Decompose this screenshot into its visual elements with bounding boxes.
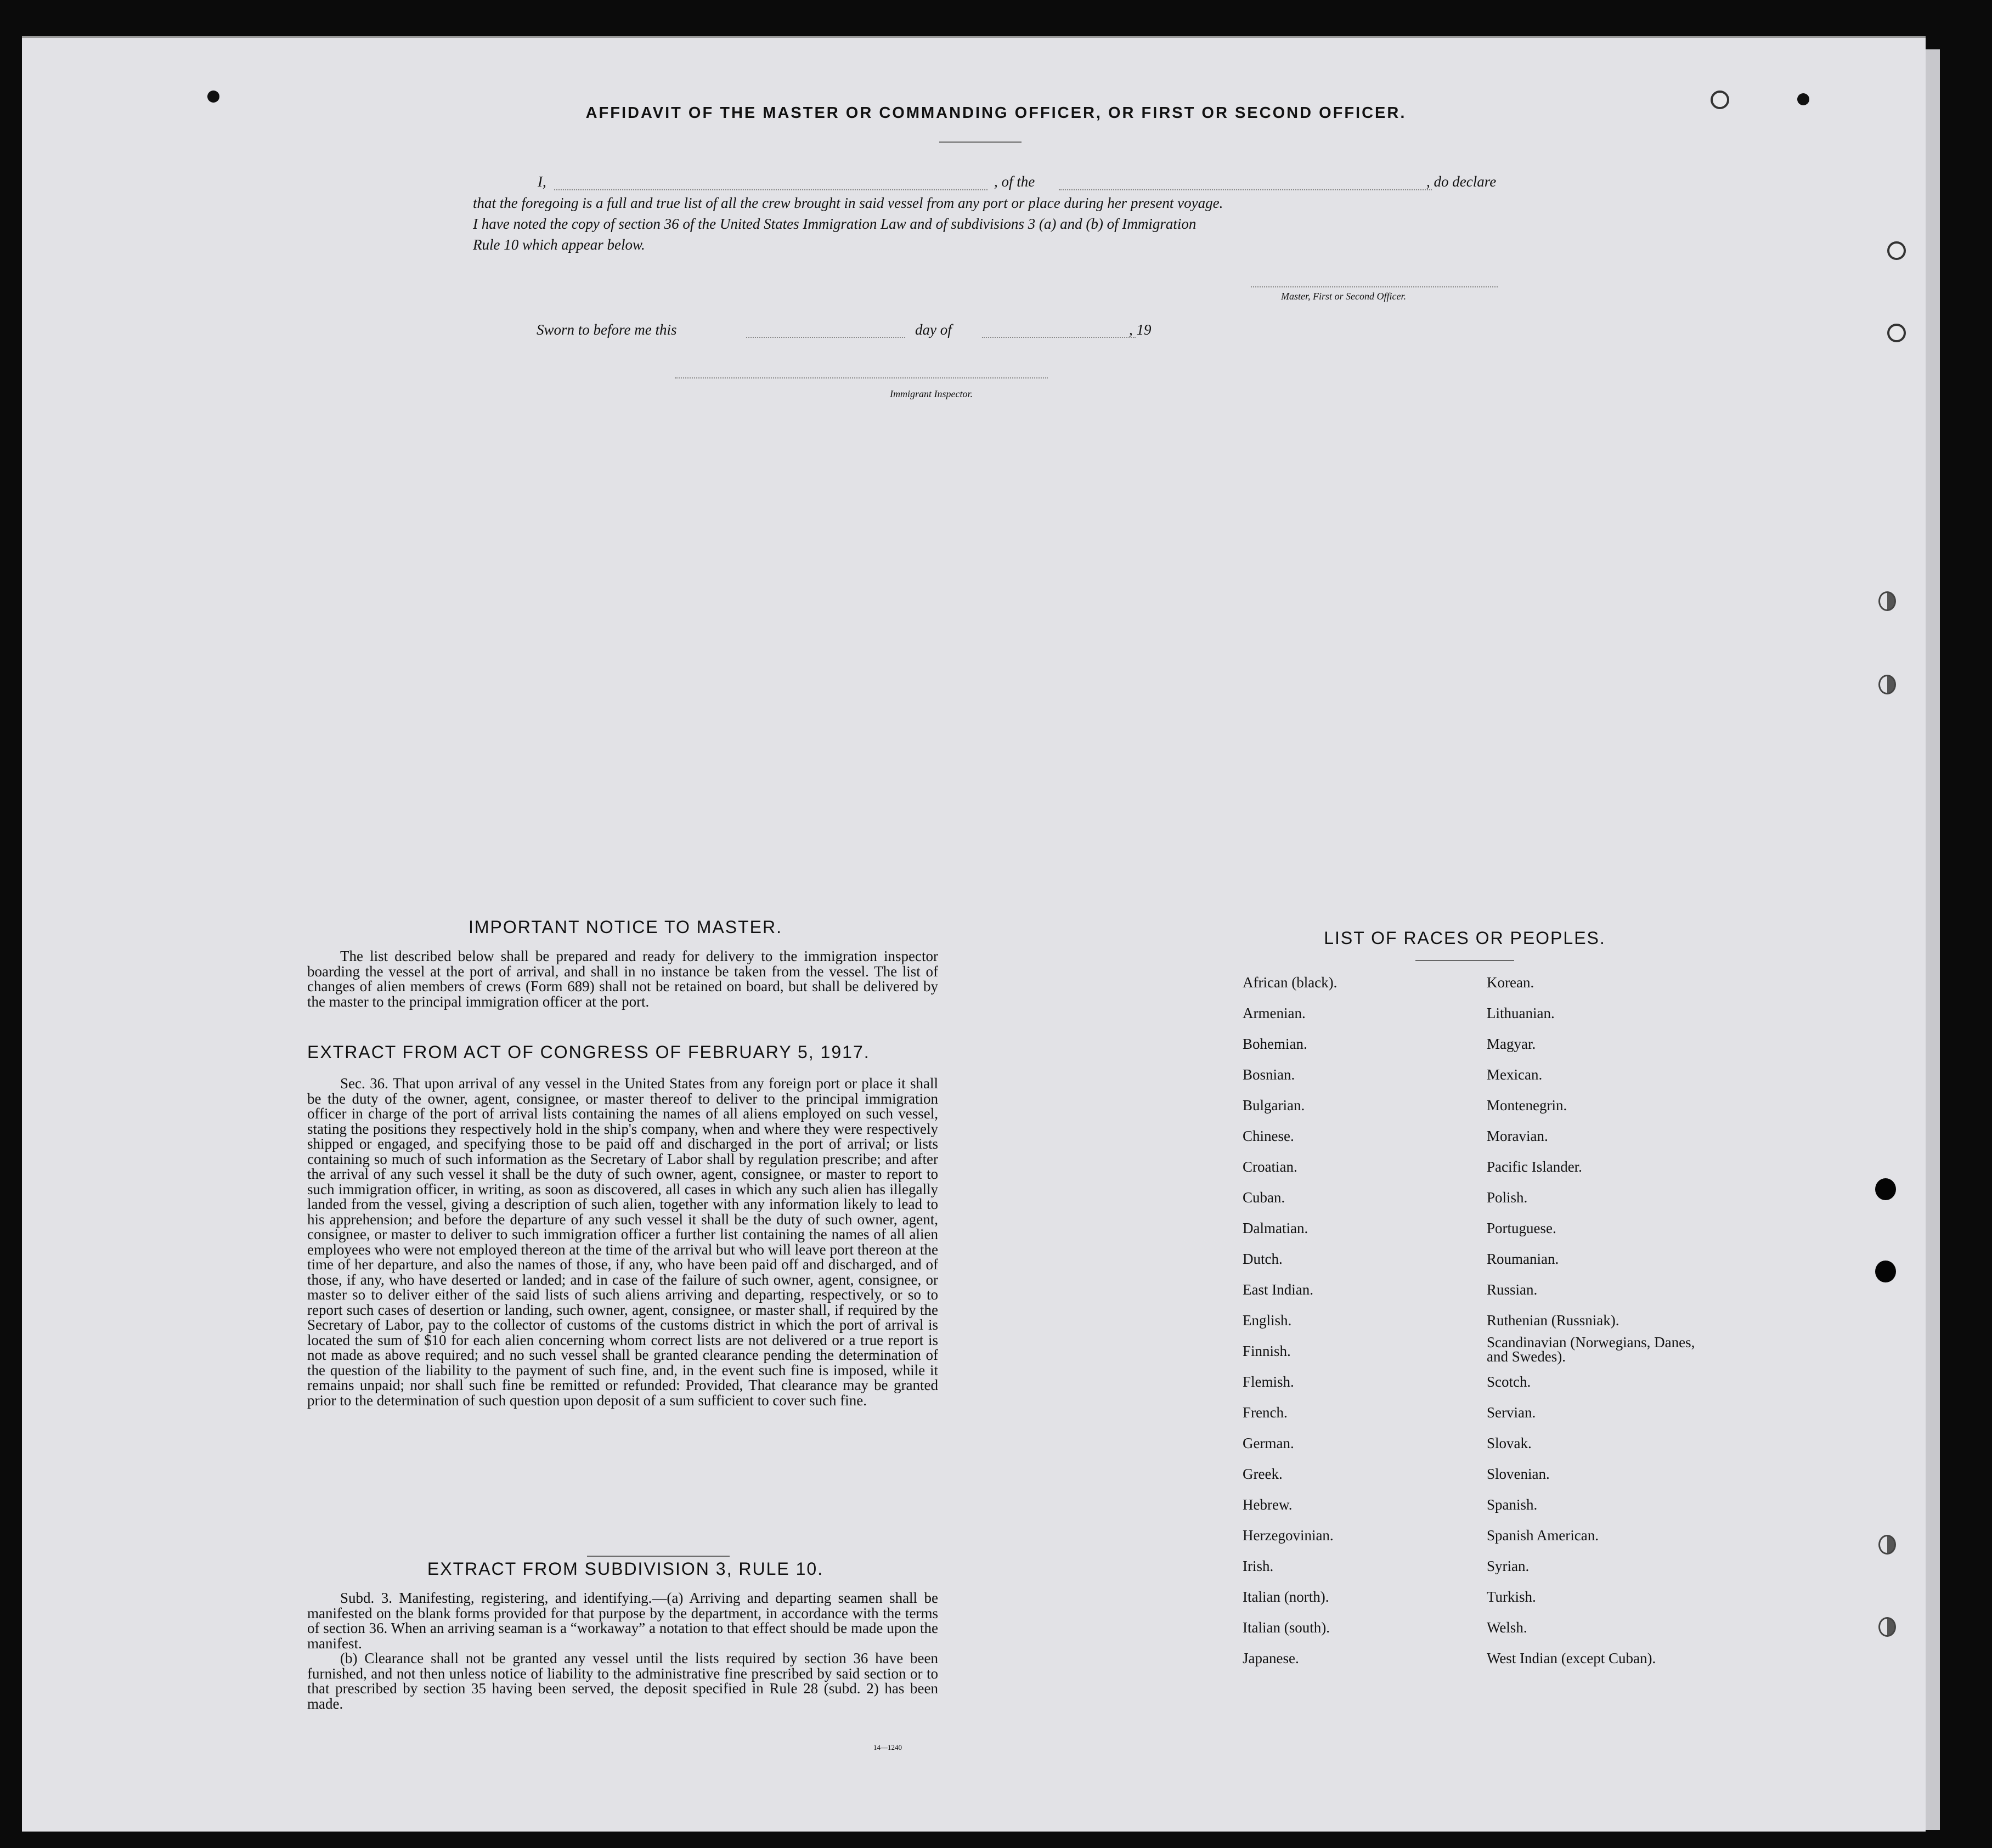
sworn-text: Sworn to before me this <box>537 321 677 338</box>
form-number: 14—1240 <box>873 1743 902 1751</box>
race-item: Slovak. <box>1487 1435 1532 1451</box>
punch-hole <box>1878 675 1896 694</box>
punch-hole <box>1878 591 1896 611</box>
race-item: Scandinavian (Norwegians, Danes, and Swedes). <box>1487 1334 1695 1365</box>
race-item: Chinese. <box>1243 1128 1294 1144</box>
race-item: French. <box>1243 1404 1288 1421</box>
punch-hole <box>1875 1261 1896 1282</box>
race-item: Spanish American. <box>1487 1527 1599 1544</box>
notice-title: IMPORTANT NOTICE TO MASTER. <box>469 917 782 937</box>
act-paragraph: Sec. 36. That upon arrival of any vessel in the United States from any foreign port or place it shall be the duty of the owner, agent, consignee, or master thereof to deliver to the principal immigration officer in charge of the port of arrival lists containing the names of all aliens employed on such vessel, stating the positions they respectively hold in the ship's company, when and where they were respectively shipped or engaged, and specifying those to be paid off and discharged in the port of arrival; or lists containing so much of such information as the Secretary of Labor shall by regulation prescribe; and after the arrival of any such vessel it shall be the duty of such owner, agent, consignee, or master to report to such immigration officer, in writing, as soon as discovered, all cases in which any such alien has illegally landed from the vessel, giving a description of such alien, together with any information likely to lead to his apprehension; and before the departure of any such vessel it shall be the duty of such owner, agent, consignee, or master to deliver to such immigration officer a further list containing the names of all alien employees who were not employed thereon at the time of the arrival but who will leave port thereon at the time of her departure, and also the names of those, if any, who have been paid off and discharged, and of those, if any, who have deserted or landed; and in case of the failure of such owner, agent, consignee, or master so to deliver either of the said lists of such aliens arriving and departing, respectively, or so to report such cases of desertion or landing, such owner, agent, consignee, or master shall, if required by the Secretary of Labor, pay to the collector of customs of the customs district in which the port of arrival is located the sum of $10 for each alien concerning whom correct lists are not delivered or a true report is not made as above required; and no such vessel shall be granted clearance pending the determination of the question of the liability to the payment of such fine, and, in the event such fine is imposed, while it remains unpaid; nor shall such fine be remitted or refunded: Provided, That clearance may be granted prior to the determination of such question upon deposit of a sum sufficient to cover such fine. <box>307 1075 938 1409</box>
race-item: German. <box>1243 1435 1294 1451</box>
race-item: Polish. <box>1487 1189 1528 1206</box>
vessel-blank <box>1059 189 1432 190</box>
race-item: Welsh. <box>1487 1619 1527 1636</box>
race-item: Armenian. <box>1243 1005 1306 1021</box>
race-item: Russian. <box>1487 1281 1538 1298</box>
page-edge <box>1926 49 1940 1830</box>
notice-text <box>307 949 938 1009</box>
punch-hole <box>1875 1178 1896 1200</box>
title-rule <box>939 142 1022 143</box>
punch-hole <box>1887 324 1906 342</box>
race-item: Bohemian. <box>1243 1036 1307 1052</box>
rule-paragraph-b: (b) Clearance shall not be granted any vessel until the lists required by section 36 have been furnished, and not then unless notice of liability to the administrative fine prescribed by said section or to that prescribed by section 35 having been served, the deposit specified in Rule 28 (subd. 2) has been made. <box>307 1650 938 1712</box>
master-label: Master, First or Second Officer. <box>1281 291 1406 302</box>
affidavit-declare: , do declare <box>1426 173 1497 190</box>
act-extract-title: EXTRACT FROM ACT OF CONGRESS OF FEBRUARY 5, 1917. <box>307 1042 870 1062</box>
race-item: Lithuanian. <box>1487 1005 1555 1021</box>
race-item: Italian (south). <box>1243 1619 1330 1636</box>
race-item: Japanese. <box>1243 1650 1299 1666</box>
race-item: Spanish. <box>1487 1496 1538 1513</box>
race-item: Irish. <box>1243 1558 1274 1574</box>
race-item: Croatian. <box>1243 1158 1297 1175</box>
race-item: Finnish. <box>1243 1343 1291 1359</box>
race-item: Bosnian. <box>1243 1066 1295 1083</box>
race-item: Greek. <box>1243 1466 1283 1482</box>
race-item: East Indian. <box>1243 1281 1313 1298</box>
races-rule <box>1415 960 1514 961</box>
race-item: Slovenian. <box>1487 1466 1550 1482</box>
punch-hole <box>207 91 219 103</box>
affidavit-line4: Rule 10 which appear below. <box>473 236 645 253</box>
race-item: Herzegovinian. <box>1243 1527 1334 1544</box>
day-of-text: day of <box>915 321 952 338</box>
day-blank <box>746 337 905 338</box>
punch-hole <box>1797 93 1809 105</box>
year-text: , 19 <box>1129 321 1152 338</box>
race-item: Ruthenian (Russniak). <box>1487 1312 1619 1329</box>
race-item: Italian (north). <box>1243 1589 1329 1605</box>
race-item: Scotch. <box>1487 1374 1531 1390</box>
affidavit-of-the: , of the <box>994 173 1035 190</box>
punch-hole <box>1887 241 1906 260</box>
race-item: Pacific Islander. <box>1487 1158 1582 1175</box>
race-item: Cuban. <box>1243 1189 1285 1206</box>
notice-paragraph: The list described below shall be prepared and ready for delivery to the immigration inspector boarding the vessel at the port of arrival, and shall in no instance be taken from the vessel. The list of changes of alien members of crews (Form 689) shall not be retained on board, but shall be delivered by the master to the principal immigration officer at the port. <box>307 948 938 1010</box>
race-item: African (black). <box>1243 974 1338 991</box>
rule-extract-title: EXTRACT FROM SUBDIVISION 3, RULE 10. <box>427 1559 824 1579</box>
inspector-label: Immigrant Inspector. <box>890 388 973 399</box>
affidavit-line2: that the foregoing is a full and true list of all the crew brought in said vessel from any port or place during her present voyage. <box>473 195 1223 211</box>
signature-blank <box>1251 286 1498 287</box>
races-title: LIST OF RACES OR PEOPLES. <box>1324 928 1606 948</box>
punch-hole <box>1878 1617 1896 1637</box>
act-extract-text <box>307 1076 938 1408</box>
month-blank <box>982 337 1136 338</box>
affidavit-line3: I have noted the copy of section 36 of the United States Immigration Law and of subdivisions 3 (a) and (b) of Immigration <box>473 216 1197 232</box>
race-item: English. <box>1243 1312 1292 1329</box>
race-item: Mexican. <box>1487 1066 1543 1083</box>
rule-paragraph-a: Subd. 3. Manifesting, registering, and identifying.—(a) Arriving and departing seamen shall be manifested on the blank forms provided for that purpose by the department, in accordance with the terms of section 36. When an arriving seaman is a “workaway” a notation to that effect should be made upon the manifest. <box>307 1590 938 1652</box>
rule-extract-text <box>307 1591 938 1711</box>
race-item: Korean. <box>1487 974 1534 991</box>
race-item: Moravian. <box>1487 1128 1548 1144</box>
race-item: Hebrew. <box>1243 1496 1293 1513</box>
race-item: Roumanian. <box>1487 1251 1559 1267</box>
race-item: Flemish. <box>1243 1374 1294 1390</box>
race-item: Bulgarian. <box>1243 1097 1305 1114</box>
punch-hole <box>1878 1535 1896 1555</box>
race-item: Montenegrin. <box>1487 1097 1567 1114</box>
race-item: Syrian. <box>1487 1558 1530 1574</box>
race-item: West Indian (except Cuban). <box>1487 1650 1656 1666</box>
race-item: Turkish. <box>1487 1589 1536 1605</box>
affidavit-title: AFFIDAVIT OF THE MASTER OR COMMANDING OFFICER, OR FIRST OR SECOND OFFICER. <box>585 104 1407 122</box>
inspector-blank <box>675 377 1048 378</box>
race-item: Dutch. <box>1243 1251 1283 1267</box>
race-item: Dalmatian. <box>1243 1220 1308 1236</box>
race-item: Servian. <box>1487 1404 1536 1421</box>
name-blank <box>554 189 987 190</box>
section-rule <box>587 1556 730 1557</box>
race-item: Portuguese. <box>1487 1220 1556 1236</box>
race-item: Magyar. <box>1487 1036 1536 1052</box>
affidavit-i: I, <box>538 173 546 190</box>
